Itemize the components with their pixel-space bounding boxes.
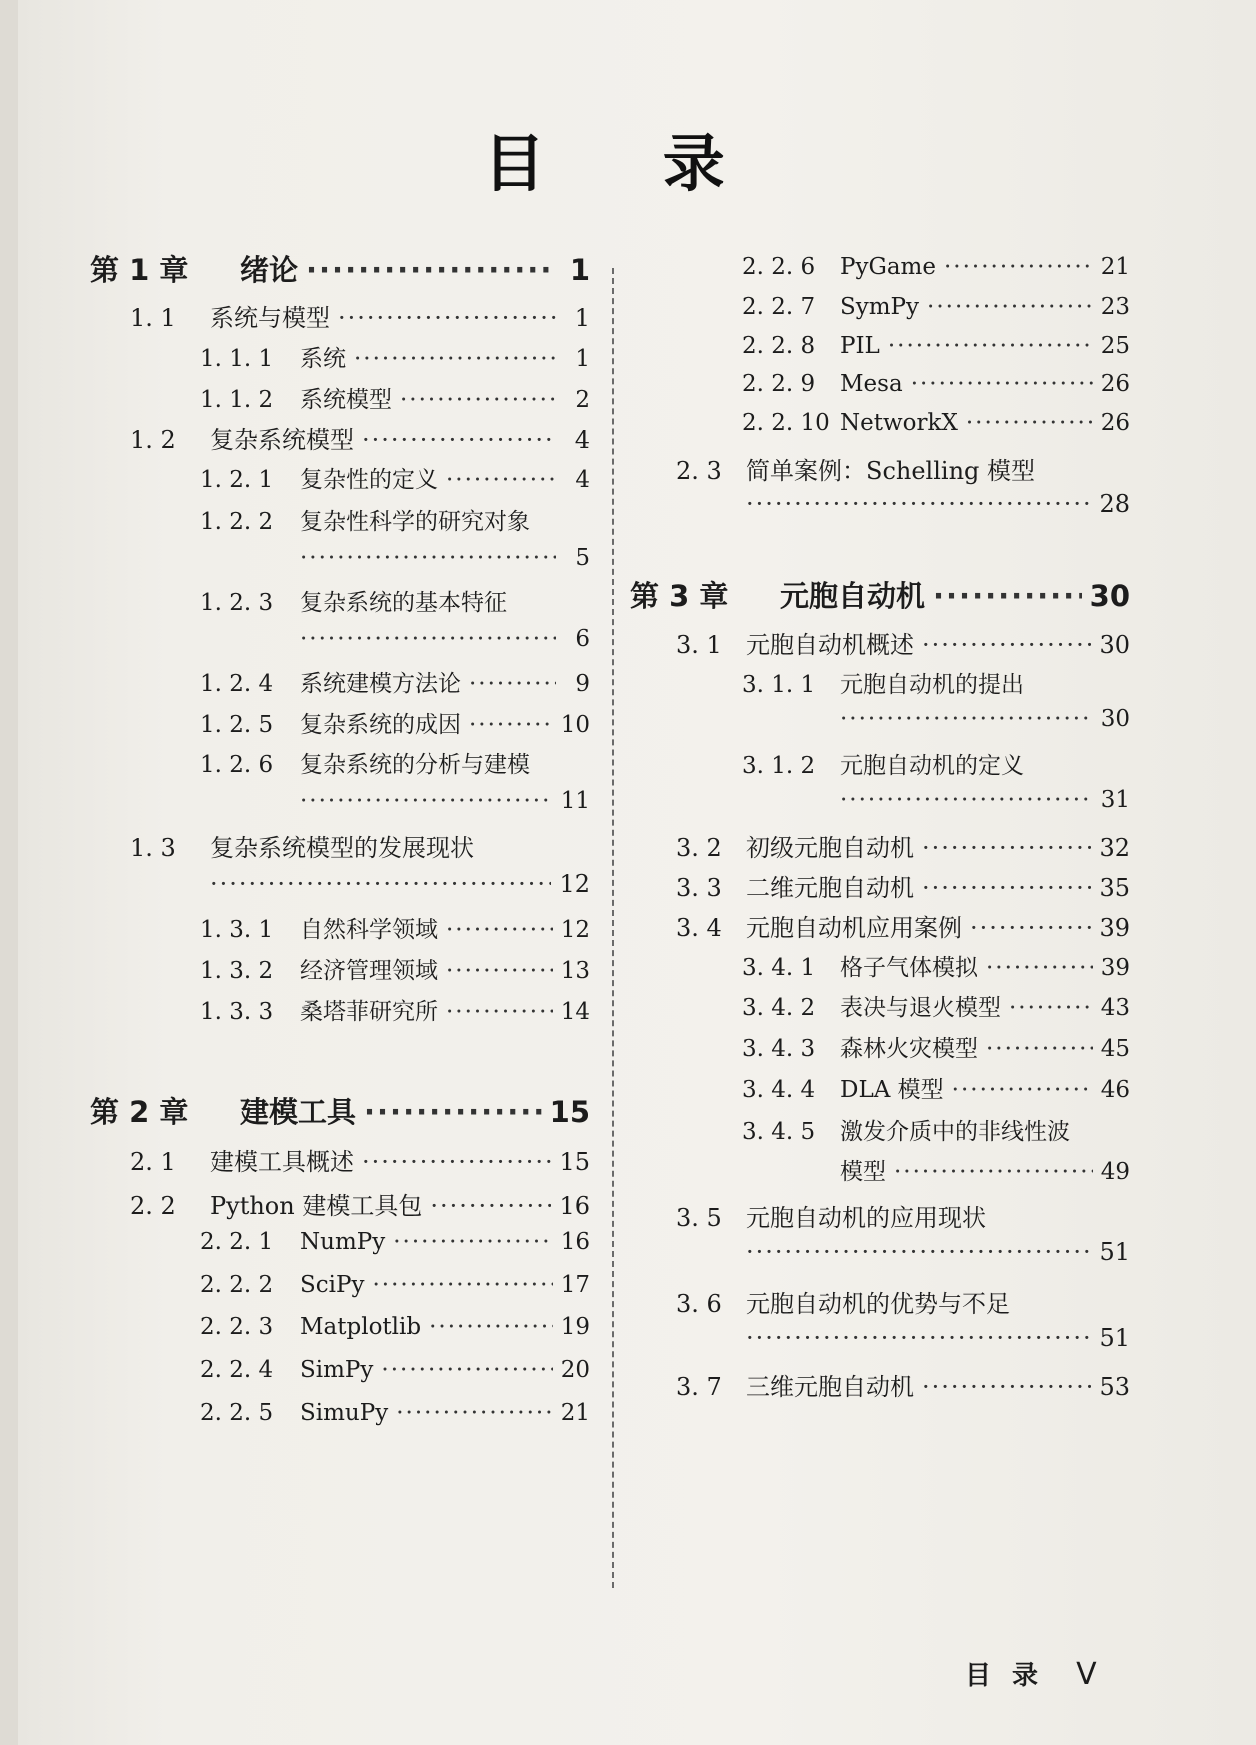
toc-entry-3-5 <box>676 1198 1130 1233</box>
toc-entry-number: 1. 3 <box>130 834 176 862</box>
toc-entry-2-2-1 <box>200 1229 590 1255</box>
toc-entry-title: 绪论 <box>240 253 299 287</box>
toc-entry-page: 25 <box>1100 333 1130 359</box>
leader-dots <box>372 1272 552 1298</box>
toc-entry-2-2-10 <box>742 410 1130 436</box>
toc-entry-2-2-4 <box>200 1357 590 1383</box>
leader-dots <box>970 914 1091 942</box>
toc-entry-number: 2. 2. 10 <box>742 410 830 436</box>
toc-entry-leader-line <box>840 787 1130 813</box>
toc-entry-page: 1 <box>569 253 590 287</box>
leader-dots <box>446 467 556 493</box>
toc-entry-title: 系统模型 <box>300 387 392 413</box>
toc-entry-title: NetworkX <box>840 410 958 436</box>
toc-entry-leader-line <box>840 706 1130 732</box>
toc-entry-page: 1 <box>574 304 590 332</box>
toc-entry-title: Python 建模工具包 <box>210 1192 423 1220</box>
leader-dots <box>922 631 1091 659</box>
toc-entry-3-4 <box>676 908 1130 943</box>
toc-entry-number: 2. 3 <box>676 457 722 485</box>
toc-entry-number: 3. 4. 1 <box>742 955 816 981</box>
leader-dots <box>840 787 1093 813</box>
leader-dots <box>933 579 1082 613</box>
leader-dots <box>922 834 1091 862</box>
leader-dots <box>927 294 1093 320</box>
toc-entry-title-continued <box>840 1153 1130 1186</box>
toc-entry-page: 23 <box>1100 294 1130 320</box>
toc-entry-leader-line <box>746 490 1130 518</box>
leader-dots <box>430 1192 551 1220</box>
leader-dots <box>746 1238 1091 1266</box>
leader-dots <box>1009 995 1093 1021</box>
toc-entry-number: 1. 2 <box>130 426 176 454</box>
toc-entry-number: 1. 2. 1 <box>200 467 274 493</box>
toc-entry-page: 30 <box>1089 579 1130 613</box>
toc-entry-2-2-5 <box>200 1400 590 1426</box>
toc-entry-第3章 <box>630 574 1130 615</box>
leader-dots <box>338 304 556 332</box>
toc-entry-title: 元胞自动机概述 <box>746 631 914 659</box>
toc-entry-title: 二维元胞自动机 <box>746 874 914 902</box>
toc-entry-第2章 <box>90 1090 590 1131</box>
leader-dots <box>210 870 551 898</box>
page-footer <box>965 1655 1103 1692</box>
toc-entry-number: 3. 4. 5 <box>742 1119 816 1145</box>
toc-entry-page: 13 <box>560 958 590 984</box>
toc-entry-title: 复杂系统的基本特征 <box>300 590 507 616</box>
toc-entry-page: 45 <box>1100 1036 1130 1062</box>
leader-dots <box>966 410 1093 436</box>
toc-entry-number: 1. 2. 6 <box>200 752 274 778</box>
toc-entry-page: 9 <box>575 671 590 697</box>
toc-entry-number: 2. 2. 6 <box>742 254 816 280</box>
toc-entry-第1章 <box>90 248 590 289</box>
toc-entry-title: Matplotlib <box>300 1314 422 1340</box>
toc-entry-page: 51 <box>1099 1324 1130 1352</box>
toc-entry-number: 1. 2. 3 <box>200 590 274 616</box>
leader-dots <box>381 1357 552 1383</box>
toc-entry-1-2-5 <box>200 706 590 739</box>
toc-entry-2-1 <box>130 1142 590 1177</box>
toc-entry-page: 2 <box>575 387 590 413</box>
toc-entry-page: 28 <box>1099 490 1130 518</box>
toc-entry-3-3 <box>676 868 1130 903</box>
toc-entry-3-7 <box>676 1367 1130 1402</box>
toc-entry-leader-line <box>300 788 590 814</box>
leader-dots <box>986 1036 1093 1062</box>
toc-entry-number: 2. 2. 8 <box>742 333 816 359</box>
toc-entry-title: 复杂系统的分析与建模 <box>300 752 530 778</box>
toc-entry-page: 21 <box>560 1400 590 1426</box>
leader-dots <box>300 626 556 652</box>
leader-dots <box>364 1095 542 1129</box>
toc-entry-number: 3. 7 <box>676 1373 722 1401</box>
toc-entry-page: 12 <box>559 870 590 898</box>
toc-entry-number: 1. 1. 2 <box>200 387 274 413</box>
toc-entry-title: 系统与模型 <box>210 304 330 332</box>
toc-entry-2-2-7 <box>742 294 1130 320</box>
toc-entry-2-2-6 <box>742 254 1130 280</box>
toc-entry-number: 1. 1. 1 <box>200 346 274 372</box>
toc-entry-title: 元胞自动机的应用现状 <box>746 1204 986 1232</box>
toc-entry-3-4-3 <box>742 1030 1130 1063</box>
toc-entry-number: 3. 4 <box>676 914 722 942</box>
toc-entry-number: 1. 3. 2 <box>200 958 274 984</box>
toc-entry-3-1 <box>676 625 1130 660</box>
toc-entry-page: 46 <box>1100 1077 1130 1103</box>
toc-entry-page: 43 <box>1100 995 1130 1021</box>
toc-entry-title: 激发介质中的非线性波 <box>840 1119 1070 1145</box>
toc-entry-title: 元胞自动机的提出 <box>840 672 1024 698</box>
toc-entry-title: 初级元胞自动机 <box>746 834 914 862</box>
toc-entry-number: 2. 2. 4 <box>200 1357 274 1383</box>
leader-dots <box>300 545 556 571</box>
leader-dots <box>952 1077 1093 1103</box>
leader-dots <box>446 917 553 943</box>
toc-entry-title: 三维元胞自动机 <box>746 1373 914 1401</box>
toc-entry-page: 19 <box>560 1314 590 1340</box>
toc-entry-page: 4 <box>575 467 590 493</box>
leader-dots <box>354 346 556 372</box>
toc-entry-number: 2. 2. 1 <box>200 1229 274 1255</box>
toc-entry-1-1-2 <box>200 381 590 414</box>
toc-entry-page: 17 <box>560 1272 590 1298</box>
toc-entry-page: 6 <box>575 626 590 652</box>
toc-entry-title: 经济管理领域 <box>300 958 438 984</box>
column-divider <box>612 268 614 1588</box>
toc-entry-2-3 <box>676 451 1130 486</box>
toc-entry-number: 1. 2. 4 <box>200 671 274 697</box>
toc-entry-page: 39 <box>1100 955 1130 981</box>
toc-entry-3-1-1 <box>742 666 1130 699</box>
toc-entry-1-2 <box>130 420 590 455</box>
toc-entry-page: 26 <box>1100 371 1130 397</box>
toc-entry-2-2-9 <box>742 371 1130 397</box>
leader-dots <box>911 371 1093 397</box>
toc-entry-1-1 <box>130 298 590 333</box>
leader-dots <box>396 1400 553 1426</box>
toc-entry-number: 3. 2 <box>676 834 722 862</box>
toc-entry-number: 2. 2. 7 <box>742 294 816 320</box>
toc-entry-page: 21 <box>1100 254 1130 280</box>
toc-entry-number: 第 2 章 <box>90 1095 189 1129</box>
toc-entry-title: 简单案例：Schelling 模型 <box>746 457 1036 485</box>
toc-entry-page: 14 <box>560 999 590 1025</box>
toc-entry-title: 表决与退火模型 <box>840 995 1001 1021</box>
toc-entry-number: 1. 3. 1 <box>200 917 274 943</box>
toc-entry-title: 模型 <box>840 1159 886 1185</box>
toc-entry-title: 格子气体模拟 <box>840 955 978 981</box>
toc-entry-page: 11 <box>560 788 590 814</box>
toc-entry-number: 第 3 章 <box>630 579 729 613</box>
toc-entry-page: 1 <box>575 346 590 372</box>
leader-dots <box>306 253 556 287</box>
toc-entry-1-2-3 <box>200 584 590 617</box>
toc-entry-title: 元胞自动机的定义 <box>840 753 1024 779</box>
leader-dots <box>746 1324 1091 1352</box>
toc-entry-page: 15 <box>549 1095 590 1129</box>
toc-entry-3-4-2 <box>742 989 1130 1022</box>
toc-entry-title: 系统 <box>300 346 346 372</box>
footer-page-number: V <box>1076 1657 1103 1692</box>
leader-dots <box>446 999 553 1025</box>
toc-entry-2-2-2 <box>200 1272 590 1298</box>
toc-entry-title: SimuPy <box>300 1400 389 1426</box>
toc-entry-page: 5 <box>575 545 590 571</box>
toc-entry-leader-line <box>746 1238 1130 1266</box>
toc-entry-page: 10 <box>560 712 590 738</box>
leader-dots <box>746 490 1091 518</box>
toc-entry-3-1-2 <box>742 747 1130 780</box>
leader-dots <box>429 1314 553 1340</box>
toc-entry-number: 2. 1 <box>130 1148 176 1176</box>
toc-entry-1-3-3 <box>200 993 590 1026</box>
toc-entry-title: 复杂性科学的研究对象 <box>300 509 530 535</box>
toc-entry-1-2-6 <box>200 746 590 779</box>
leader-dots <box>894 1159 1093 1185</box>
toc-entry-number: 1. 2. 5 <box>200 712 274 738</box>
toc-entry-1-3 <box>130 828 590 863</box>
toc-entry-number: 2. 2. 9 <box>742 371 816 397</box>
toc-entry-page: 39 <box>1099 914 1130 942</box>
leader-dots <box>362 426 556 454</box>
toc-entry-number: 2. 2. 3 <box>200 1314 274 1340</box>
toc-entry-3-2 <box>676 828 1130 863</box>
toc-entry-number: 3. 3 <box>676 874 722 902</box>
toc-entry-title: 森林火灾模型 <box>840 1036 978 1062</box>
toc-entry-number: 3. 6 <box>676 1290 722 1318</box>
leader-dots <box>840 706 1093 732</box>
leader-dots <box>362 1148 551 1176</box>
toc-entry-title: SymPy <box>840 294 920 320</box>
leader-dots <box>888 333 1093 359</box>
footer-label: 目 录 <box>965 1661 1045 1691</box>
leader-dots <box>469 671 556 697</box>
toc-entry-1-3-1 <box>200 911 590 944</box>
toc-entry-number: 第 1 章 <box>90 253 189 287</box>
toc-entry-leader-line <box>300 545 590 571</box>
toc-entry-3-4-4 <box>742 1071 1130 1104</box>
toc-entry-page: 49 <box>1100 1159 1130 1185</box>
toc-entry-title: 复杂系统模型 <box>210 426 354 454</box>
toc-entry-3-6 <box>676 1284 1130 1319</box>
toc-entry-page: 12 <box>560 917 590 943</box>
toc-entry-number: 3. 4. 4 <box>742 1077 816 1103</box>
toc-entry-title: SimPy <box>300 1357 374 1383</box>
toc-entry-title: NumPy <box>300 1229 386 1255</box>
toc-entry-1-2-4 <box>200 665 590 698</box>
toc-entry-page: 20 <box>560 1357 590 1383</box>
toc-entry-2-2 <box>130 1186 590 1221</box>
toc-entry-title: DLA 模型 <box>840 1077 944 1103</box>
toc-entry-number: 1. 3. 3 <box>200 999 274 1025</box>
toc-entry-title: 复杂系统模型的发展现状 <box>210 834 474 862</box>
toc-entry-title: 桑塔菲研究所 <box>300 999 438 1025</box>
toc-entry-number: 3. 1 <box>676 631 722 659</box>
leader-dots <box>446 958 553 984</box>
toc-entry-number: 2. 2 <box>130 1192 176 1220</box>
toc-entry-number: 2. 2. 2 <box>200 1272 274 1298</box>
toc-entry-page: 32 <box>1099 834 1130 862</box>
toc-entry-title: 建模工具概述 <box>210 1148 354 1176</box>
toc-entry-number: 1. 2. 2 <box>200 509 274 535</box>
toc-entry-title: 元胞自动机的优势与不足 <box>746 1290 1010 1318</box>
toc-entry-1-2-2 <box>200 503 590 536</box>
leader-dots <box>400 387 556 413</box>
toc-entry-leader-line <box>300 626 590 652</box>
page-title: 目 录 <box>483 126 773 200</box>
toc-entry-number: 1. 1 <box>130 304 176 332</box>
toc-entry-page: 53 <box>1099 1373 1130 1401</box>
toc-entry-title: 复杂性的定义 <box>300 467 438 493</box>
toc-entry-1-2-1 <box>200 461 590 494</box>
toc-entry-title: 系统建模方法论 <box>300 671 461 697</box>
leader-dots <box>469 712 553 738</box>
toc-entry-page: 51 <box>1099 1238 1130 1266</box>
toc-entry-title: Mesa <box>840 371 903 397</box>
toc-entry-number: 3. 4. 2 <box>742 995 816 1021</box>
toc-entry-number: 3. 5 <box>676 1204 722 1232</box>
toc-entry-page: 4 <box>574 426 590 454</box>
toc-entry-page: 16 <box>560 1229 590 1255</box>
toc-entry-page: 30 <box>1099 631 1130 659</box>
toc-entry-page: 26 <box>1100 410 1130 436</box>
toc-entry-title: SciPy <box>300 1272 365 1298</box>
toc-entry-number: 3. 1. 2 <box>742 753 816 779</box>
toc-entry-leader-line <box>746 1324 1130 1352</box>
toc-entry-3-4-5 <box>742 1113 1130 1146</box>
toc-entry-title: 元胞自动机 <box>780 579 926 613</box>
toc-entry-leader-line <box>210 870 590 898</box>
toc-entry-1-1-1 <box>200 340 590 373</box>
toc-entry-number: 3. 4. 3 <box>742 1036 816 1062</box>
toc-entry-number: 2. 2. 5 <box>200 1400 274 1426</box>
toc-entry-page: 30 <box>1100 706 1130 732</box>
toc-entry-page: 15 <box>559 1148 590 1176</box>
leader-dots <box>986 955 1093 981</box>
toc-entry-2-2-8 <box>742 333 1130 359</box>
toc-entry-title: 复杂系统的成因 <box>300 712 461 738</box>
toc-entry-2-2-3 <box>200 1314 590 1340</box>
toc-entry-number: 3. 1. 1 <box>742 672 816 698</box>
toc-entry-title: PyGame <box>840 254 936 280</box>
toc-entry-title: 元胞自动机应用案例 <box>746 914 962 942</box>
toc-entry-title: 建模工具 <box>240 1095 357 1129</box>
toc-entry-title: PIL <box>840 333 880 359</box>
toc-entry-page: 31 <box>1100 787 1130 813</box>
leader-dots <box>922 874 1091 902</box>
toc-entry-page: 16 <box>559 1192 590 1220</box>
leader-dots <box>393 1229 553 1255</box>
toc-entry-title: 自然科学领域 <box>300 917 438 943</box>
toc-entry-3-4-1 <box>742 949 1130 982</box>
leader-dots <box>922 1373 1091 1401</box>
toc-entry-1-3-2 <box>200 952 590 985</box>
leader-dots <box>944 254 1093 280</box>
leader-dots <box>300 788 553 814</box>
toc-entry-page: 35 <box>1099 874 1130 902</box>
